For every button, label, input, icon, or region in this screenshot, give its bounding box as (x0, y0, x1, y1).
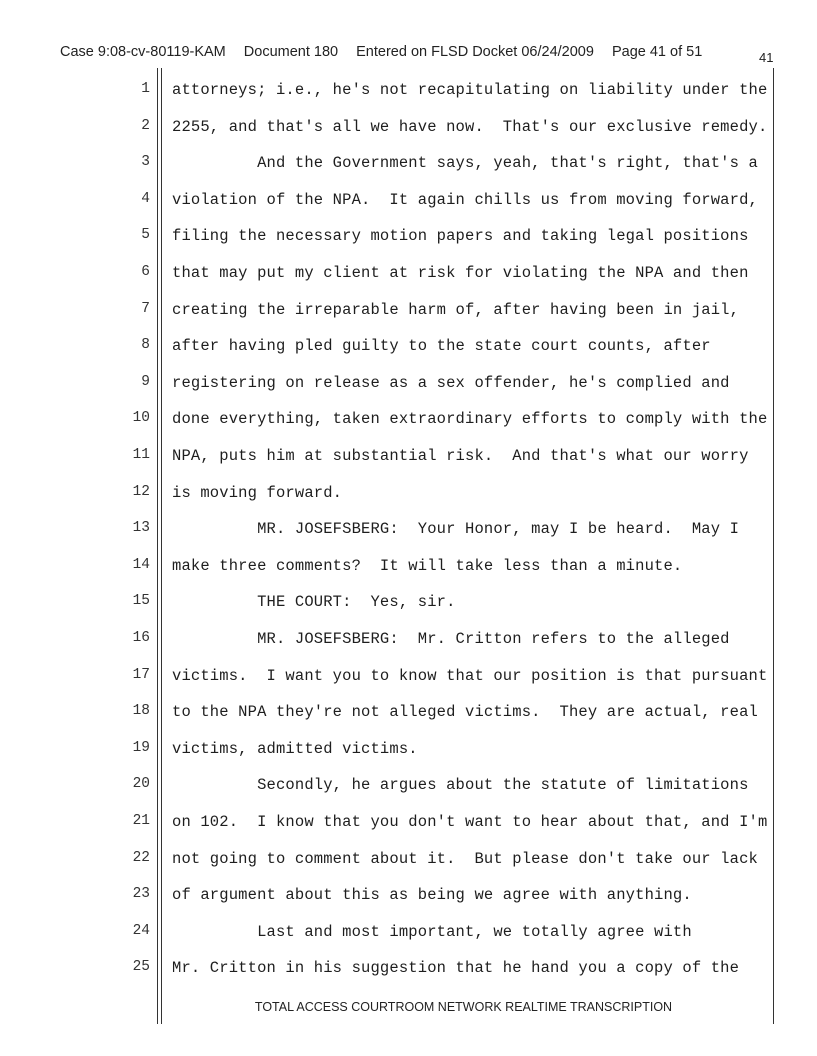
line-text: victims. I want you to know that our position is that pursuant (172, 666, 768, 685)
line-number: 3 (141, 154, 150, 171)
transcript-line (0, 81, 817, 118)
line-number: 25 (132, 959, 150, 976)
transcript-line (0, 337, 817, 374)
docket-header (60, 44, 760, 60)
line-number: 16 (132, 630, 150, 646)
transcript-line (0, 264, 817, 301)
transcript-line (0, 703, 817, 740)
line-number: 15 (132, 593, 150, 610)
transcript-line (0, 593, 817, 630)
line-text: MR. JOSEFSBERG: Mr. Critton refers to the alleged (172, 630, 730, 648)
line-text: attorneys; i.e., he's not recapitulating on liability under the (172, 81, 768, 99)
line-number: 22 (132, 849, 150, 866)
line-number: 20 (132, 776, 150, 793)
line-number: 1 (141, 81, 150, 97)
line-text: of argument about this as being we agree with anything. (172, 886, 692, 905)
line-text: to the NPA they're not alleged victims. They are actual, real (172, 703, 758, 722)
line-number: 5 (141, 227, 150, 244)
line-text: is moving forward. (172, 483, 343, 502)
line-number: 24 (132, 922, 150, 939)
line-number: 23 (132, 886, 150, 903)
line-text: NPA, puts him at substantial risk. And that's what our worry (172, 447, 749, 465)
line-number: 12 (132, 483, 150, 500)
line-text: registering on release as a sex offender, he's complied and (172, 373, 730, 392)
line-text: done everything, taken extraordinary efforts to comply with the (172, 410, 768, 429)
line-number: 13 (132, 520, 150, 537)
line-text: make three comments? It will take less than a minute. (172, 556, 683, 575)
line-text: filing the necessary motion papers and taking legal positions (172, 227, 749, 246)
line-number: 2 (141, 117, 150, 134)
line-text: violation of the NPA. It again chills us from moving forward, (172, 190, 758, 209)
line-number: 8 (141, 337, 150, 354)
line-number: 19 (132, 739, 150, 756)
line-number: 11 (132, 447, 150, 463)
transcript-line (0, 301, 817, 338)
transcript-line (0, 740, 817, 777)
line-text: creating the irreparable harm of, after having been in jail, (172, 300, 740, 319)
line-text: Mr. Critton in his suggestion that he hand you a copy of the (172, 959, 740, 978)
transcript-line (0, 227, 817, 264)
transcript-line (0, 923, 817, 960)
line-number: 21 (132, 813, 150, 829)
line-number: 9 (141, 373, 150, 390)
line-number: 18 (132, 703, 150, 720)
transcript-line (0, 557, 817, 594)
transcript-line (0, 959, 817, 996)
line-text: Last and most important, we totally agree with (172, 922, 692, 941)
line-text: Secondly, he argues about the statute of limitations (172, 776, 749, 795)
line-text: THE COURT: Yes, sir. (172, 593, 456, 612)
line-number: 14 (132, 556, 150, 573)
line-number: 10 (132, 410, 150, 427)
transcript-line (0, 374, 817, 411)
transcript-line (0, 667, 817, 704)
line-text: that may put my client at risk for violating the NPA and then (172, 264, 749, 282)
line-text: MR. JOSEFSBERG: Your Honor, may I be heard. May I (172, 520, 740, 539)
line-text: victims, admitted victims. (172, 739, 418, 758)
transcript-line (0, 191, 817, 228)
docket-entry: Entered on FLSD Docket 06/24/2009 (356, 44, 594, 60)
line-number: 7 (141, 300, 150, 317)
transcript-page-number: 41 (759, 50, 774, 65)
line-text: 2255, and that's all we have now. That's our exclusive remedy. (172, 117, 768, 136)
line-text: And the Government says, yeah, that's right, that's a (172, 154, 758, 173)
transcript-line (0, 850, 817, 887)
transcript-line (0, 630, 817, 667)
line-text: after having pled guilty to the state court counts, after (172, 337, 711, 356)
transcript-line (0, 118, 817, 155)
transcript-line (0, 154, 817, 191)
transcript-line (0, 447, 817, 484)
line-number: 4 (141, 190, 150, 207)
transcript-line (0, 886, 817, 923)
transcript-line (0, 410, 817, 447)
line-text: not going to comment about it. But please don't take our lack (172, 849, 758, 868)
line-number: 17 (132, 666, 150, 683)
document-number: Document 180 (243, 44, 339, 60)
transcript-footer: TOTAL ACCESS COURTROOM NETWORK REALTIME TRANSCRIPTION (254, 1000, 673, 1014)
transcript-line (0, 520, 817, 557)
transcript-line (0, 484, 817, 521)
line-number: 6 (141, 264, 150, 280)
line-text: on 102. I know that you don't want to hear about that, and I'm (172, 813, 768, 831)
transcript-line (0, 776, 817, 813)
case-number: Case 9:08-cv-80119-KAM (60, 44, 226, 60)
transcript-line (0, 813, 817, 850)
page-indicator: Page 41 of 51 (611, 44, 703, 60)
